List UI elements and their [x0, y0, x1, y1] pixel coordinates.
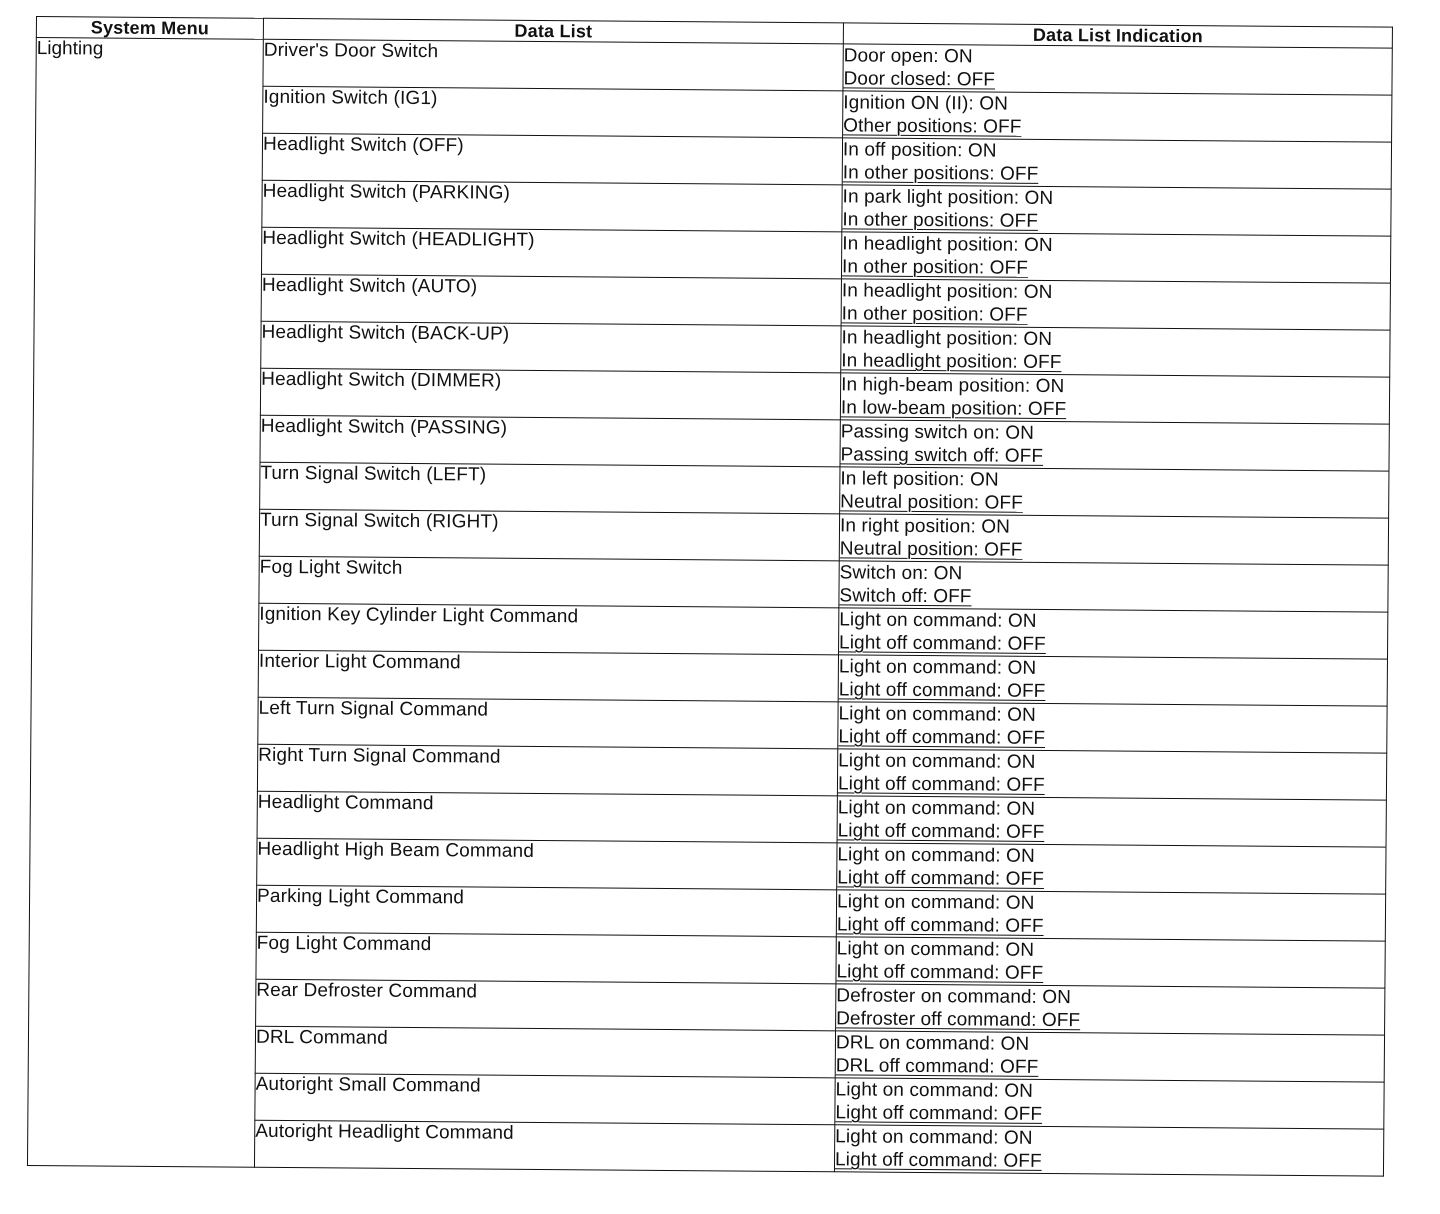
indication-off-text: In other positions: OFF	[842, 209, 1039, 232]
indication-off-text: In other positions: OFF	[842, 162, 1039, 185]
indication-cell	[835, 1078, 1384, 1129]
table-body	[27, 38, 1392, 1177]
data-list-item: Left Turn Signal Command	[258, 697, 838, 749]
indication-on-text: Light on command: ON	[839, 609, 1037, 632]
indication-on-text: In headlight position: ON	[842, 233, 1053, 256]
indication-cell	[837, 749, 1386, 800]
data-list-item: Headlight Switch (DIMMER)	[260, 368, 840, 420]
data-list-item: Headlight High Beam Command	[257, 838, 837, 890]
indication-off-text: In other position: OFF	[841, 303, 1028, 326]
indication-off-text: Light off command: OFF	[836, 914, 1044, 937]
indication-off-text: Neutral position: OFF	[839, 538, 1023, 561]
indication-cell	[839, 561, 1388, 612]
indication-cell	[841, 326, 1390, 377]
indication-off-text: Neutral position: OFF	[840, 491, 1023, 514]
indication-cell	[838, 655, 1387, 706]
indication-on-text: In left position: ON	[840, 468, 999, 491]
data-list-item: Interior Light Command	[258, 650, 838, 702]
table-row	[36, 38, 1392, 96]
header-data-list-indication: Data List Indication	[843, 23, 1392, 48]
indication-on-text: Light on command: ON	[836, 938, 1035, 961]
indication-cell	[842, 185, 1391, 236]
indication-cell	[836, 984, 1385, 1035]
indication-cell	[843, 44, 1392, 95]
data-list-item: Autoright Headlight Command	[254, 1120, 834, 1172]
indication-off-text: Light off command: OFF	[837, 867, 1045, 890]
indication-on-text: Light on command: ON	[838, 656, 1037, 679]
data-list-item: Turn Signal Switch (LEFT)	[260, 462, 840, 514]
indication-cell	[836, 937, 1385, 988]
indication-off-text: Switch off: OFF	[839, 585, 972, 608]
indication-on-text: Ignition ON (II): ON	[843, 92, 1009, 115]
indication-on-text: Light on command: ON	[836, 891, 1035, 914]
indication-off-text: Light off command: OFF	[837, 773, 1045, 796]
indication-off-text: Light off command: OFF	[834, 1149, 1042, 1172]
data-list-item: Right Turn Signal Command	[257, 744, 837, 796]
data-list-item: Headlight Command	[257, 791, 837, 843]
indication-on-text: In right position: ON	[839, 515, 1011, 538]
indication-cell	[840, 420, 1389, 471]
data-list-item: Driver's Door Switch	[263, 39, 843, 91]
indication-on-text: Defroster on command: ON	[836, 985, 1072, 1009]
indication-cell	[839, 514, 1388, 565]
indication-off-text: Defroster off command: OFF	[836, 1008, 1081, 1032]
data-list-item: DRL Command	[255, 1026, 835, 1078]
data-list-item: Ignition Key Cylinder Light Command	[259, 603, 839, 655]
indication-off-text: Light off command: OFF	[837, 820, 1045, 843]
indication-on-text: Light on command: ON	[835, 1079, 1034, 1102]
data-list-item: Fog Light Switch	[259, 556, 839, 608]
data-list-item: Fog Light Command	[256, 932, 836, 984]
data-list-item: Rear Defroster Command	[256, 979, 836, 1031]
indication-on-text: Light on command: ON	[838, 703, 1036, 726]
indication-off-text: Passing switch off: OFF	[840, 444, 1044, 467]
indication-off-text: In headlight position: OFF	[841, 350, 1062, 374]
data-list-item: Headlight Switch (PASSING)	[260, 415, 840, 467]
data-list-item: Headlight Switch (AUTO)	[261, 274, 841, 326]
indication-on-text: Switch on: ON	[839, 562, 963, 585]
indication-off-text: Light off command: OFF	[839, 632, 1046, 655]
indication-cell	[840, 373, 1389, 424]
indication-on-text: Light on command: ON	[838, 750, 1036, 773]
indication-cell	[839, 608, 1388, 659]
data-list-item: Headlight Switch (BACK-UP)	[261, 321, 841, 373]
indication-cell	[840, 467, 1389, 518]
header-data-list: Data List	[263, 18, 843, 44]
indication-cell	[834, 1125, 1383, 1176]
indication-on-text: Light on command: ON	[837, 797, 1036, 820]
data-list-item: Turn Signal Switch (RIGHT)	[259, 509, 839, 561]
indication-cell	[843, 91, 1392, 142]
system-menu-cell: Lighting	[27, 38, 263, 1168]
data-list-item: Parking Light Command	[256, 885, 836, 937]
indication-on-text: In park light position: ON	[842, 186, 1054, 209]
indication-on-text: Passing switch on: ON	[840, 421, 1035, 444]
indication-off-text: In other position: OFF	[841, 256, 1029, 279]
indication-on-text: DRL on command: ON	[835, 1032, 1030, 1055]
indication-off-text: In low-beam position: OFF	[840, 397, 1067, 421]
indication-off-text: Other positions: OFF	[843, 115, 1022, 138]
data-list-item: Headlight Switch (OFF)	[262, 133, 842, 185]
document-page	[27, 16, 1392, 1177]
indication-off-text: Door closed: OFF	[843, 68, 996, 91]
indication-cell	[838, 702, 1387, 753]
data-list-item: Headlight Switch (PARKING)	[262, 180, 842, 232]
indication-cell	[837, 843, 1386, 894]
indication-on-text: Light on command: ON	[837, 844, 1035, 867]
indication-off-text: Light off command: OFF	[838, 679, 1046, 702]
indication-on-text: In high-beam position: ON	[841, 374, 1065, 398]
indication-cell	[836, 890, 1385, 941]
indication-cell	[842, 138, 1391, 189]
indication-off-text: DRL off command: OFF	[835, 1055, 1039, 1078]
data-list-item: Headlight Switch (HEADLIGHT)	[261, 227, 841, 279]
indication-on-text: In off position: ON	[842, 139, 997, 162]
indication-off-text: Light off command: OFF	[835, 1102, 1043, 1125]
indication-cell	[835, 1031, 1384, 1082]
indication-on-text: Door open: ON	[843, 45, 973, 68]
indication-cell	[837, 796, 1386, 847]
indication-off-text: Light off command: OFF	[838, 726, 1046, 749]
data-list-item: Autoright Small Command	[255, 1073, 835, 1125]
data-list-table	[27, 16, 1393, 1177]
indication-on-text: In headlight position: ON	[841, 280, 1053, 303]
indication-cell	[841, 279, 1390, 330]
indication-on-text: Light on command: ON	[835, 1126, 1033, 1149]
indication-off-text: Light off command: OFF	[836, 961, 1044, 984]
header-system-menu: System Menu	[36, 17, 263, 40]
data-list-item: Ignition Switch (IG1)	[263, 86, 843, 138]
indication-cell	[841, 232, 1390, 283]
indication-on-text: In headlight position: ON	[841, 327, 1053, 350]
